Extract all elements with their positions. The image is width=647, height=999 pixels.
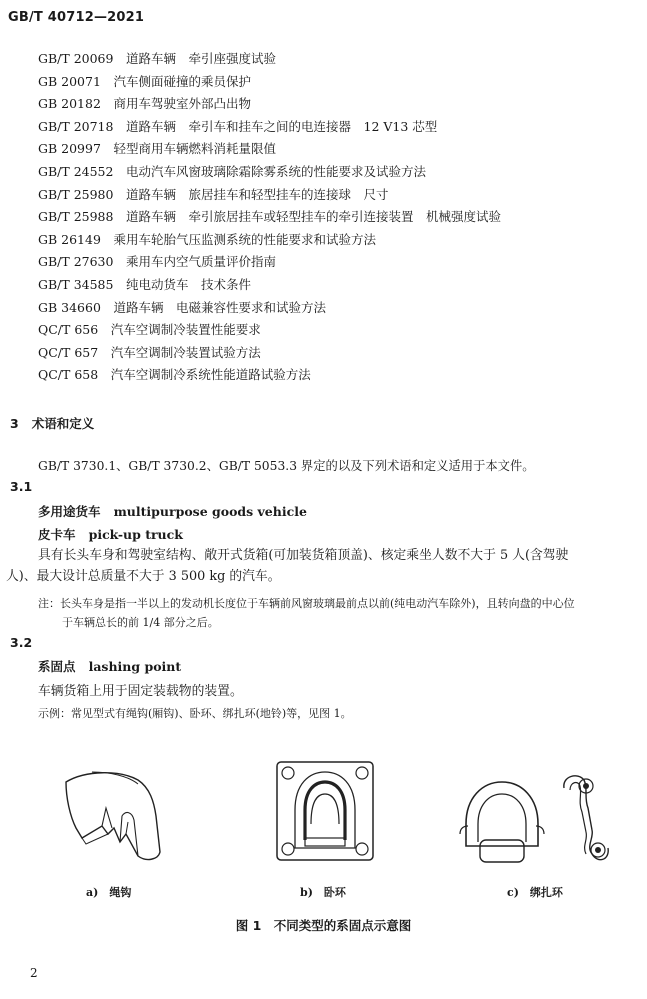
reference-code: GB/T 20069 [38,51,114,66]
reference-code: GB 20071 [38,73,101,89]
reference-code: GB/T 20718 [38,118,114,134]
reference-code: GB 26149 [38,231,101,247]
definition-line: 具有长头车身和驾驶室结构、敞开式货箱(可加装货箱顶盖)、核定乘坐人数不大于 5 人(含驾驶 [38,548,569,563]
section-title: 术语和定义 [31,416,95,431]
section-heading [10,414,94,432]
reference-title: 道路车辆 牵引旅居挂车或轻型挂车的牵引连接装置 机械强度试验 [125,209,501,225]
reference-code: GB 20997 [38,141,101,157]
reference-code: GB/T 27630 [38,254,114,270]
figure-caption-c: c) 绑扎环 [507,886,563,899]
term-heading [38,525,183,543]
figure-title: 图 1 不同类型的系固点示意图 [235,918,412,933]
clause-number: 3.2 [10,635,33,650]
term-english: multipurpose goods vehicle [113,504,307,519]
reference-code: QC/T 658 [38,367,99,383]
reference-item [38,71,501,94]
reference-title: 汽车空调制冷系统性能道路试验方法 [110,367,311,383]
reference-code: GB 34660 [38,299,101,315]
reference-item [38,184,501,207]
reference-title: 汽车空调制冷装置性能要求 [110,322,261,338]
term-english: lashing point [88,659,182,674]
term-chinese: 多用途货车 [38,504,101,519]
reference-item [38,138,501,161]
reference-item [38,364,501,387]
reference-code: GB/T 25980 [38,186,114,202]
reference-item [38,274,501,297]
reference-title: 道路车辆 电磁兼容性要求和试验方法 [113,299,326,315]
reference-item [38,319,501,342]
term-chinese: 皮卡车 [38,527,76,542]
term-english: pick-up truck [88,527,183,542]
normative-references-list [38,48,501,387]
note-line: 于车辆总长的前 1/4 部分之后。 [62,616,219,629]
reference-item [38,342,501,365]
term-definition [6,545,638,587]
reference-title: 道路车辆 旅居挂车和轻型挂车的连接球 尺寸 [125,186,389,202]
reference-title: 商用车驾驶室外部凸出物 [113,96,251,112]
reference-code: QC/T 656 [38,322,99,338]
reference-code: GB/T 25988 [38,209,114,225]
reference-code: GB 20182 [38,96,101,112]
reference-title: 轻型商用车辆燃料消耗量限值 [113,141,276,157]
figure-caption-b: b) 卧环 [300,886,346,899]
reference-title: 电动汽车风窗玻璃除霜除雾系统的性能要求及试验方法 [125,163,426,179]
reference-code: GB/T 34585 [38,276,114,292]
reference-title: 道路车辆 牵引座强度试验 [125,51,276,66]
reference-item [38,229,501,252]
lashing-ring-drawing [458,768,618,868]
reference-item [38,206,501,229]
term-heading [38,502,307,520]
reference-code: QC/T 657 [38,344,99,360]
reference-title: 乘用车内空气质量评价指南 [125,254,276,270]
term-heading [38,657,181,675]
section-intro: GB/T 3730.1、GB/T 3730.2、GB/T 5053.3 界定的以及下列术语和定义适用于本文件。 [38,459,535,473]
example-text: 示例：常见型式有绳钩(厢钩)、卧环、绑扎环(地铃)等，见图 1。 [38,707,352,720]
document-header: GB/T 40712—2021 [8,10,145,25]
recessed-ring-drawing [275,760,375,862]
reference-item [38,93,501,116]
definition-line: 人)、最大设计总质量不大于 3 500 kg 的汽车。 [6,569,281,584]
page-number: 2 [30,966,38,980]
reference-title: 道路车辆 牵引车和挂车之间的电连接器 12 V13 芯型 [125,118,438,134]
reference-item [38,297,501,320]
reference-code: GB/T 24552 [38,163,114,179]
section-number: 3 [10,416,19,431]
reference-title: 汽车空调制冷装置试验方法 [110,344,261,360]
reference-title: 汽车侧面碰撞的乘员保护 [113,73,251,89]
reference-item [38,251,501,274]
rope-hook-drawing [62,768,168,868]
reference-title: 纯电动货车 技术条件 [125,276,251,292]
figure-caption-a: a) 绳钩 [86,886,132,899]
term-definition: 车辆货箱上用于固定装载物的装置。 [38,684,243,699]
term-chinese: 系固点 [38,659,76,674]
reference-item [38,48,501,71]
reference-title: 乘用车轮胎气压监测系统的性能要求和试验方法 [113,231,376,247]
clause-number: 3.1 [10,479,33,494]
reference-item [38,116,501,139]
note-line: 注：长头车身是指一半以上的发动机长度位于车辆前风窗玻璃最前点以前(纯电动汽车除外)，且转向盘的中心位 [38,597,575,610]
reference-item [38,161,501,184]
